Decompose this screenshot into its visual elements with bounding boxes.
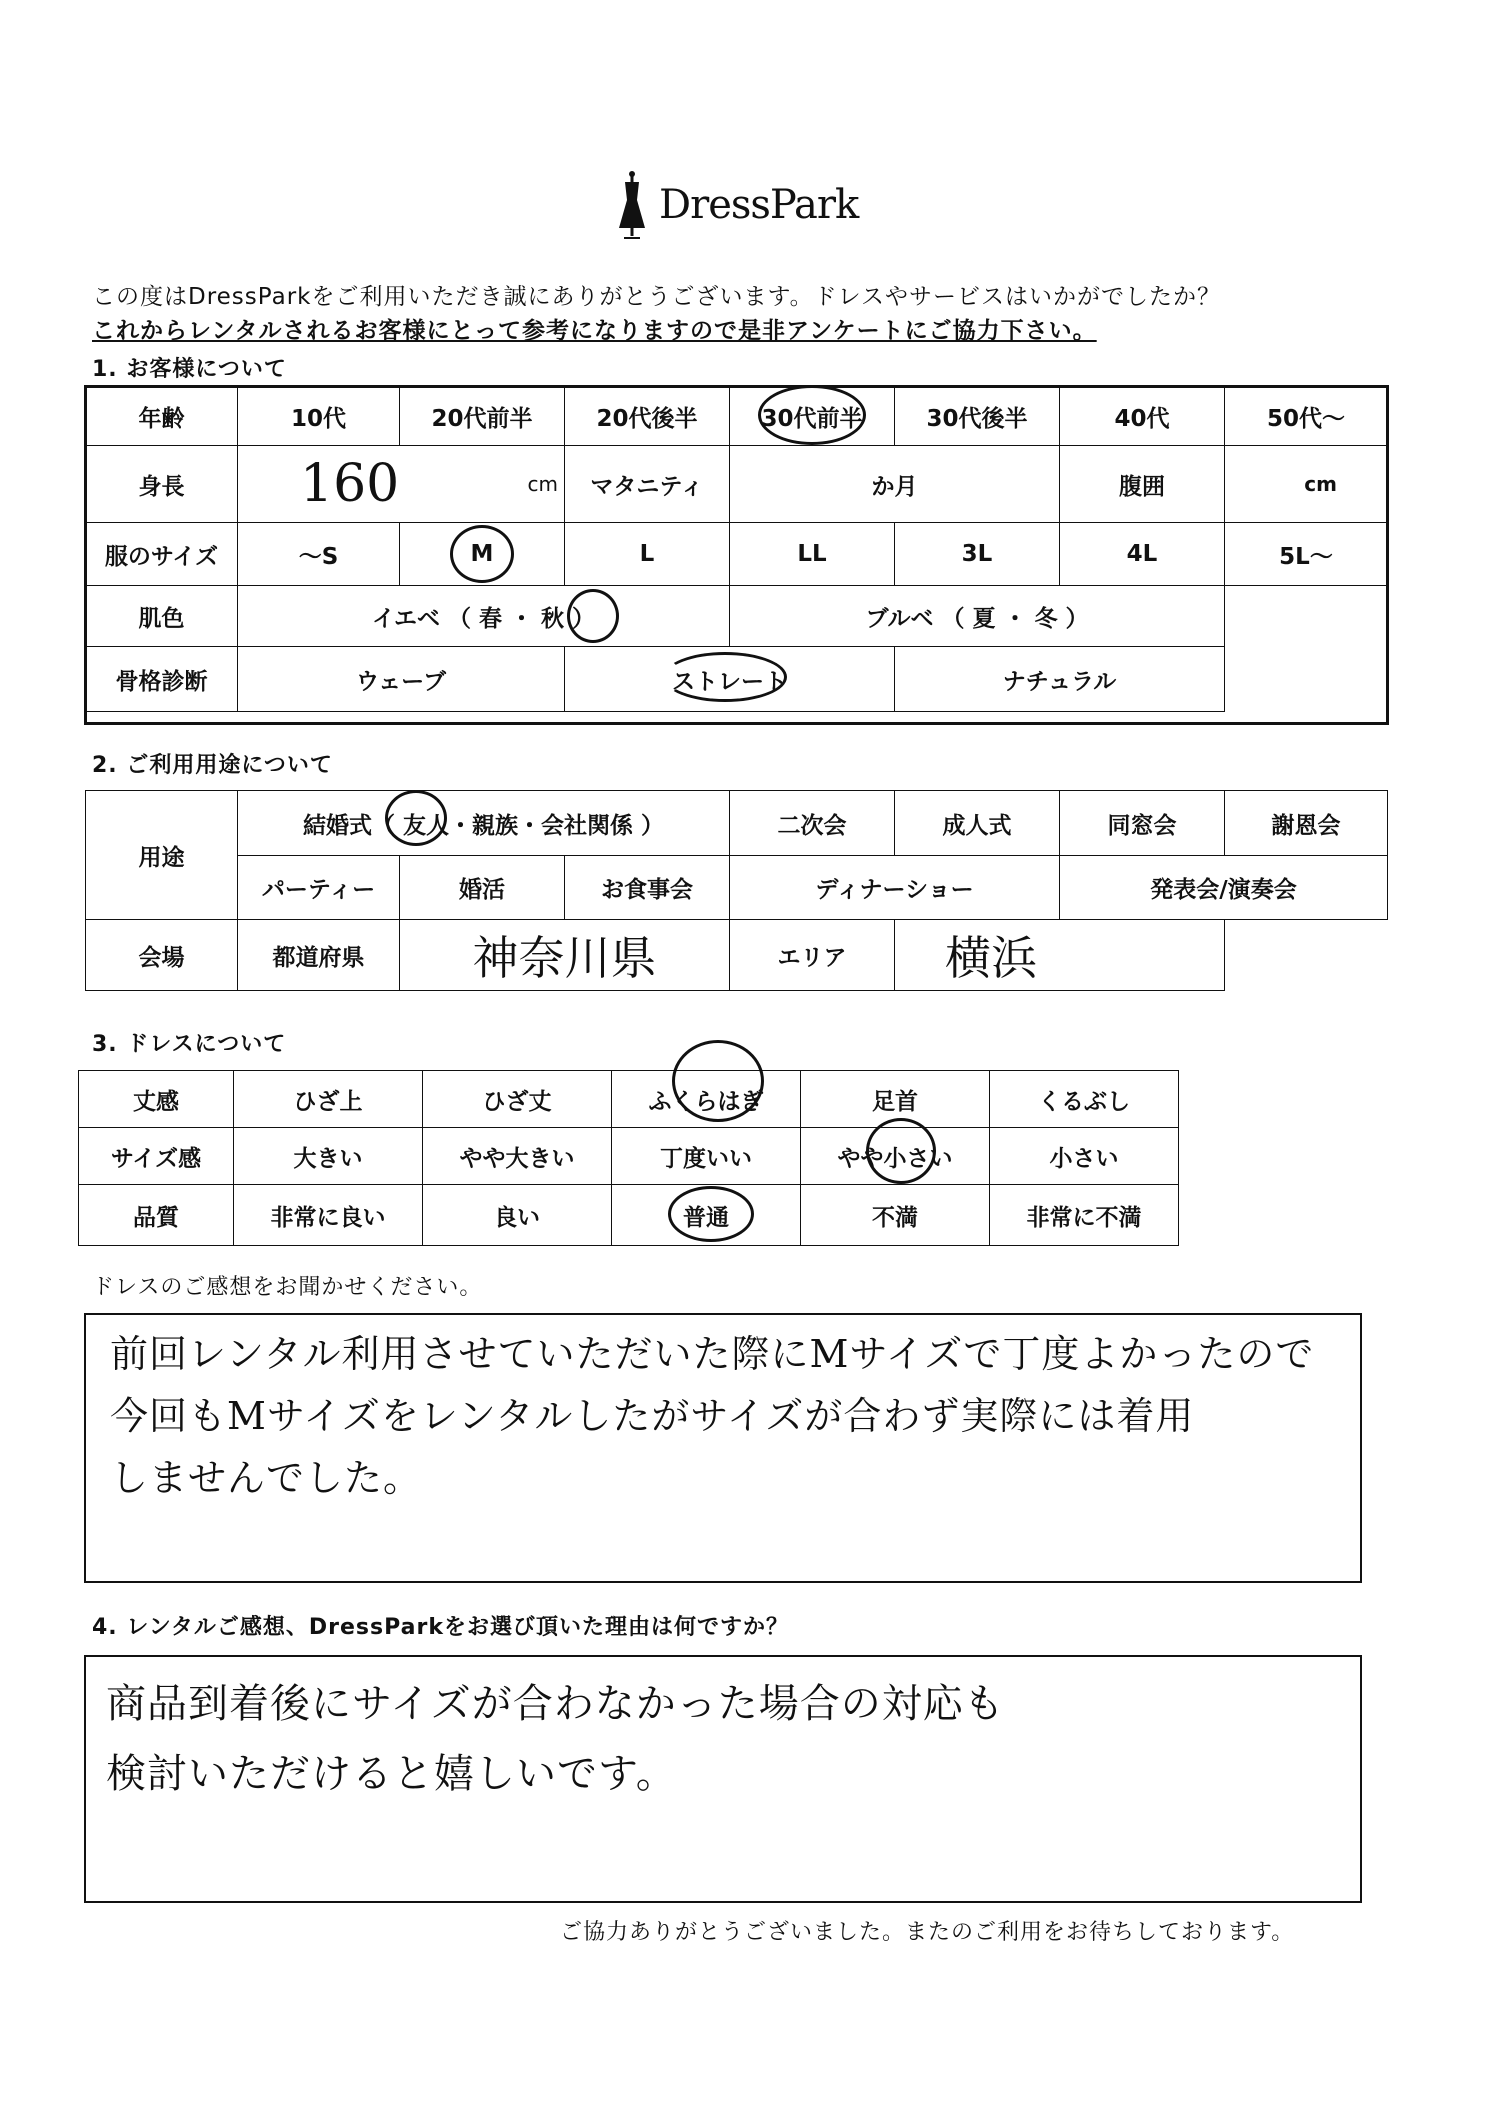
maternity-field[interactable] [729,445,1060,523]
age-option[interactable]: 20代後半 [564,386,730,446]
quality-option-selected[interactable]: 普通 [611,1184,801,1246]
age-option[interactable]: 20代前半 [399,386,565,446]
age-option[interactable]: 30代後半 [894,386,1060,446]
area-label: エリア [729,919,895,991]
venue-label: 会場 [85,919,238,991]
quality-option[interactable]: 不満 [800,1184,990,1246]
prefecture-label: 都道府県 [237,919,400,991]
skin-blue-option[interactable]: ブルベ （ 夏 ・ 冬 ） [729,585,1225,647]
dress-comment-box[interactable] [84,1313,1362,1583]
skin-yellow-option[interactable]: イエベ （ 春 ・ 秋 ） [237,585,730,647]
waist-label: 腹囲 [1059,445,1225,523]
selection-circle [668,1186,754,1242]
selection-circle [866,1118,936,1184]
frame-option-selected[interactable]: ストレート [564,646,895,712]
rental-comment-box[interactable] [84,1655,1362,1903]
footer-thanks: ご協力ありがとうございました。またのご利用をお待ちしております。 [560,1920,1295,1945]
intro-line-1: この度はDressParkをご利用いただき誠にありがとうございます。ドレスやサービスはいかがでしたか？ [92,284,1221,310]
purpose-option[interactable]: パーティー [237,855,400,920]
section-1-title: 1. お客様について [92,357,287,382]
quality-option[interactable]: 非常に不満 [989,1184,1179,1246]
purpose-option[interactable]: 発表会/演奏会 [1059,855,1388,920]
selection-circle [567,589,619,643]
purpose-option[interactable]: 同窓会 [1059,790,1225,856]
purpose-option[interactable]: 謝恩会 [1224,790,1388,856]
frame-label: 骨格診断 [85,646,238,712]
wedding-option[interactable]: 結婚式（ 友人・親族・会社関係 ） [237,790,730,856]
size-option[interactable]: 4L [1059,522,1225,586]
size-option[interactable]: L [564,522,730,586]
age-option[interactable]: 10代 [237,386,400,446]
dress-comment-prompt: ドレスのご感想をお聞かせください。 [92,1275,483,1300]
section-3-title: 3. ドレスについて [92,1032,287,1057]
fit-option[interactable]: 小さい [989,1127,1179,1185]
age-option[interactable]: 50代～ [1224,386,1388,446]
dress-comment-line: しませんでした。 [110,1456,423,1500]
purpose-option[interactable]: 婚活 [399,855,565,920]
brand-name: DressPark [659,182,859,228]
dress-icon [615,170,649,240]
length-option[interactable]: ひざ丈 [422,1070,612,1128]
size-option[interactable]: ～S [237,522,400,586]
length-option[interactable]: くるぶし [989,1070,1179,1128]
frame-option[interactable]: ウェーブ [237,646,565,712]
selection-circle [663,652,787,702]
fit-option[interactable]: 大きい [233,1127,423,1185]
quality-option[interactable]: 非常に良い [233,1184,423,1246]
purpose-option[interactable]: 成人式 [894,790,1060,856]
prefecture-field[interactable] [399,919,730,991]
fit-label: サイズ感 [78,1127,234,1185]
selection-circle [385,790,447,846]
prefecture-value: 神奈川県 [472,931,657,985]
area-value: 横浜 [945,931,1037,985]
purpose-option[interactable]: お食事会 [564,855,730,920]
area-field[interactable] [894,919,1225,991]
frame-option[interactable]: ナチュラル [894,646,1225,712]
purpose-option[interactable]: 二次会 [729,790,895,856]
purpose-label: 用途 [85,790,238,920]
length-option[interactable]: 足首 [800,1070,990,1128]
quality-option[interactable]: 良い [422,1184,612,1246]
selection-circle [672,1040,764,1122]
dress-comment-line: 今回もMサイズをレンタルしたがサイズが合わず実際には着用 [110,1394,1195,1438]
purpose-option[interactable]: ディナーショー [729,855,1060,920]
section-4-title: 4. レンタルご感想、DressParkをお選び頂いた理由は何ですか？ [92,1615,789,1640]
rental-comment-line: 検討いただけると嬉しいです。 [106,1751,677,1797]
height-field[interactable] [237,445,565,523]
height-value: 160 [300,454,400,514]
height-label: 身長 [85,445,238,523]
height-unit: cm [527,472,558,496]
fit-option[interactable]: やや大きい [422,1127,612,1185]
size-option-selected[interactable]: M [399,522,565,586]
length-label: 丈感 [78,1070,234,1128]
size-option[interactable]: 3L [894,522,1060,586]
rental-comment-line: 商品到着後にサイズが合わなかった場合の対応も [106,1681,1005,1727]
section-2-title: 2. ご利用用途について [92,753,333,778]
age-option-selected[interactable]: 30代前半 [729,386,895,446]
fit-option-selected[interactable]: やや小さい [800,1127,990,1185]
selection-circle [450,525,514,583]
quality-label: 品質 [78,1184,234,1246]
maternity-unit: か月 [871,473,918,500]
brand-logo [615,170,858,240]
age-label: 年齢 [85,386,238,446]
selection-circle [758,385,866,445]
waist-unit: cm [1304,472,1337,496]
size-option[interactable]: LL [729,522,895,586]
length-option-selected[interactable]: ふくらはぎ [611,1070,801,1128]
dress-comment-line: 前回レンタル利用させていただいた際にMサイズで丁度よかったので [110,1332,1315,1376]
length-option[interactable]: ひざ上 [233,1070,423,1128]
maternity-label: マタニティ [564,445,730,523]
size-label: 服のサイズ [85,522,238,586]
fit-option[interactable]: 丁度いい [611,1127,801,1185]
waist-field[interactable] [1224,445,1388,523]
skin-label: 肌色 [85,585,238,647]
size-option[interactable]: 5L～ [1224,522,1388,586]
intro-line-2: これからレンタルされるお客様にとって参考になりますので是非アンケートにご協力下さい。 [92,318,1097,344]
age-option[interactable]: 40代 [1059,386,1225,446]
